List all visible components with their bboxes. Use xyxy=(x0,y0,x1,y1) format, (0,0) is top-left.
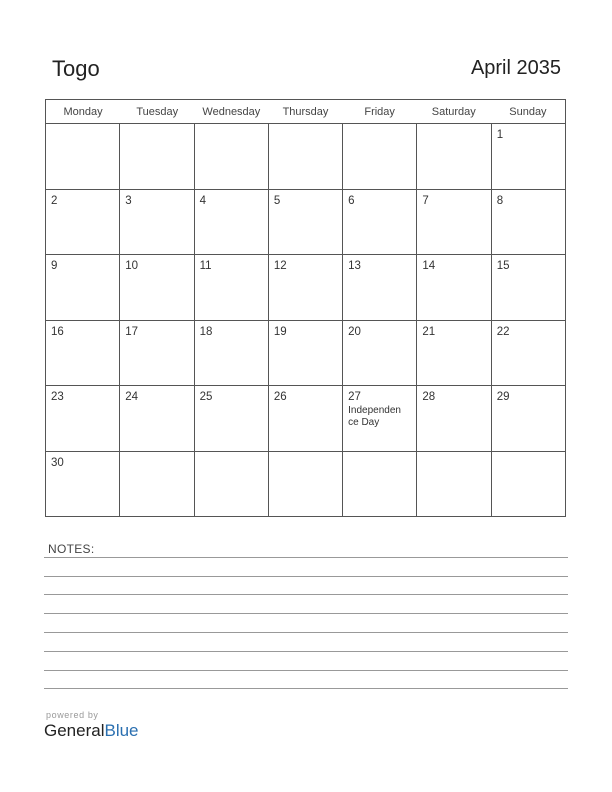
day-cell xyxy=(417,452,491,518)
day-cell xyxy=(343,452,417,518)
day-number: 21 xyxy=(422,325,436,338)
note-line xyxy=(44,632,568,633)
day-number: 27 xyxy=(348,391,361,403)
calendar-grid xyxy=(45,99,566,517)
day-number: 11 xyxy=(199,260,212,272)
note-line xyxy=(44,670,568,671)
weekday-label: Sunday xyxy=(509,106,547,118)
day-number: 1 xyxy=(496,129,504,141)
day-number: 28 xyxy=(422,391,436,403)
day-cell xyxy=(46,124,120,189)
day-number: 8 xyxy=(496,194,504,207)
day-cell xyxy=(195,386,269,451)
day-cell xyxy=(120,124,194,189)
day-number: 15 xyxy=(496,260,510,272)
day-cell xyxy=(492,255,565,320)
day-cell xyxy=(269,386,343,451)
day-number: 16 xyxy=(51,325,64,338)
note-line xyxy=(44,613,568,614)
day-cell xyxy=(492,190,565,255)
day-cell xyxy=(492,386,565,451)
note-line xyxy=(44,688,568,689)
day-number: 4 xyxy=(199,194,206,207)
day-number: 7 xyxy=(422,194,429,207)
day-number: 10 xyxy=(125,260,139,272)
day-number: 19 xyxy=(273,325,287,338)
weekday-label: Thursday xyxy=(282,106,329,118)
weekday-label: Wednesday xyxy=(202,106,261,118)
day-cell xyxy=(269,321,343,386)
day-number: 13 xyxy=(348,260,361,272)
holiday-label: Independen ce Day xyxy=(348,405,401,428)
day-cell xyxy=(269,190,343,255)
day-cell xyxy=(195,452,269,518)
day-cell xyxy=(195,190,269,255)
weekday-label: Tuesday xyxy=(136,106,179,118)
day-number: 22 xyxy=(496,325,510,338)
day-cell xyxy=(46,452,120,518)
day-cell xyxy=(343,255,417,320)
day-number: 18 xyxy=(199,325,213,338)
day-cell xyxy=(269,452,343,518)
day-cell xyxy=(120,386,194,451)
day-number: 14 xyxy=(422,260,436,272)
day-number: 26 xyxy=(273,391,287,403)
day-cell xyxy=(269,255,343,320)
weekday-label: Friday xyxy=(364,106,395,118)
day-cell xyxy=(120,321,194,386)
day-cell xyxy=(195,255,269,320)
day-cell xyxy=(417,124,491,189)
day-cell xyxy=(343,321,417,386)
day-cell xyxy=(492,321,565,386)
weekday-header xyxy=(46,100,565,124)
day-cell xyxy=(46,321,120,386)
day-number: 3 xyxy=(125,194,132,207)
notes-label: NOTES: xyxy=(48,542,95,556)
day-cell xyxy=(195,124,269,189)
day-cell xyxy=(120,255,194,320)
day-cell xyxy=(417,386,491,451)
day-cell xyxy=(120,452,194,518)
week-row xyxy=(46,124,565,190)
week-row xyxy=(46,255,565,321)
note-line xyxy=(44,651,568,652)
weekday-label: Monday xyxy=(63,106,103,118)
week-row xyxy=(46,190,565,256)
day-number: 23 xyxy=(51,391,64,403)
week-row xyxy=(46,321,565,387)
day-number: 6 xyxy=(348,194,355,207)
brand-logo xyxy=(44,721,139,741)
day-cell xyxy=(269,124,343,189)
day-cell xyxy=(46,190,120,255)
day-number: 17 xyxy=(125,325,139,338)
day-cell xyxy=(46,386,120,451)
note-line xyxy=(44,576,568,577)
day-cell xyxy=(343,190,417,255)
brand-general: General xyxy=(44,721,105,740)
week-row xyxy=(46,452,565,518)
day-number: 2 xyxy=(51,194,58,207)
month-title: April 2035 xyxy=(470,57,561,79)
day-number: 25 xyxy=(199,391,213,403)
day-number: 24 xyxy=(125,391,139,403)
day-cell xyxy=(120,190,194,255)
day-cell xyxy=(195,321,269,386)
weekday-label: Saturday xyxy=(431,106,476,118)
day-cell xyxy=(343,386,417,451)
day-cell xyxy=(417,321,491,386)
day-number: 30 xyxy=(51,456,64,469)
day-number: 29 xyxy=(496,391,510,403)
day-cell xyxy=(492,452,565,518)
week-row xyxy=(46,386,565,452)
day-number: 5 xyxy=(273,194,281,207)
day-number: 12 xyxy=(273,260,287,272)
day-cell xyxy=(343,124,417,189)
note-line xyxy=(44,594,568,595)
day-number: 9 xyxy=(51,260,58,272)
brand-blue: Blue xyxy=(104,721,139,740)
day-cell xyxy=(46,255,120,320)
day-cell xyxy=(417,190,491,255)
country-title: Togo xyxy=(52,56,100,81)
day-cell xyxy=(417,255,491,320)
note-line xyxy=(44,557,568,558)
day-number: 20 xyxy=(348,325,361,338)
day-cell xyxy=(492,124,565,189)
powered-by-text: powered by xyxy=(46,710,99,720)
